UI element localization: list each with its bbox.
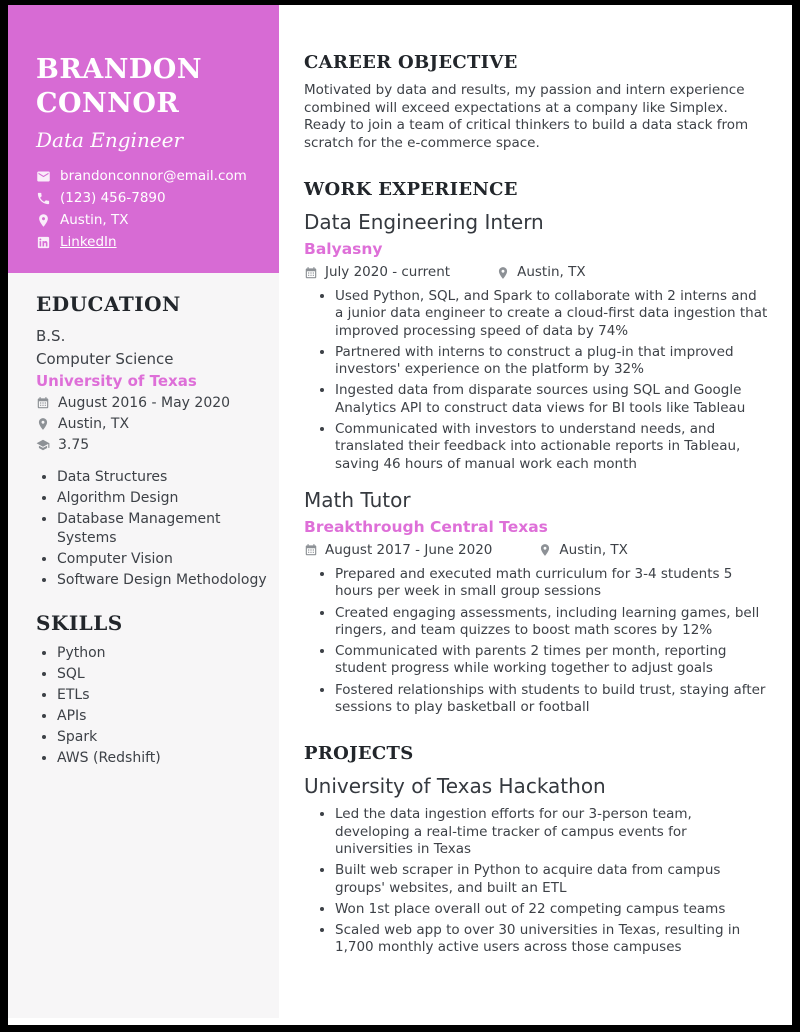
list-item: • Built web scraper in Python to acquire data from campus groups' websites, and built an ETL <box>335 862 768 897</box>
job-title: Data Engineering Intern <box>304 210 544 234</box>
list-item: • Software Design Methodology <box>57 571 267 590</box>
job-meta-row <box>304 263 768 282</box>
list-item: • Database Management Systems <box>57 510 267 547</box>
list-item: • Prepared and executed math curriculum for 3-4 students 5 hours per week in small group sessions <box>335 566 768 601</box>
location-pin-icon <box>36 213 51 228</box>
header-block <box>8 5 279 273</box>
job-company: Balyasny <box>304 240 383 258</box>
project-bullet-list <box>304 806 768 956</box>
job-dates: August 2017 - June 2020 <box>325 541 493 558</box>
career-objective-section <box>304 51 768 152</box>
list-item: • Data Structures <box>57 468 267 487</box>
job-location-group <box>496 263 586 282</box>
linkedin-icon <box>36 235 51 250</box>
linkedin-link[interactable]: LinkedIn <box>60 234 117 250</box>
calendar-icon <box>36 396 50 410</box>
name-line-1: BRANDON <box>36 54 203 85</box>
contact-location-text: Austin, TX <box>60 212 129 228</box>
work-experience-section <box>304 178 768 716</box>
contact-phone <box>36 191 259 206</box>
job-dates: July 2020 - current <box>325 264 451 280</box>
job-entry <box>304 487 768 716</box>
education-dates: August 2016 - May 2020 <box>58 395 231 411</box>
education-dates-row <box>36 393 267 414</box>
skills-section <box>8 592 279 768</box>
candidate-name <box>36 53 259 121</box>
contact-location <box>36 213 259 228</box>
contact-email <box>36 169 259 184</box>
list-item: • Won 1st place overall out of 22 competing campus teams <box>335 901 768 918</box>
name-line-2: CONNOR <box>36 88 180 119</box>
job-location: Austin, TX <box>559 541 628 558</box>
job-bullet-list <box>304 288 768 473</box>
resume-page <box>8 5 792 1025</box>
list-item: • Computer Vision <box>57 550 267 569</box>
list-item: • Created engaging assessments, including learning games, bell ringers, and team quizzes to boost math scores by 12% <box>335 605 768 640</box>
list-item: • ETLs <box>57 686 267 705</box>
education-heading: EDUCATION <box>36 292 181 316</box>
career-objective-text: Motivated by data and results, my passion and intern experience combined will exceed expectations at a company like Simplex. Ready to join a team of critical thinkers to build a data stack from scratch for the e-commerce space. <box>304 82 749 151</box>
skills-list <box>36 644 267 768</box>
project-title: University of Texas Hackathon <box>304 774 606 799</box>
calendar-icon <box>304 266 318 280</box>
projects-heading: PROJECTS <box>304 743 414 765</box>
contact-list <box>36 169 259 250</box>
calendar-icon <box>304 543 318 557</box>
education-location: Austin, TX <box>58 416 130 432</box>
education-school: University of Texas <box>36 372 197 390</box>
skills-heading: SKILLS <box>36 610 123 635</box>
list-item: • Used Python, SQL, and Spark to collaborate with 2 interns and a junior data engineer to create a cloud-first data ingestion that improved processing speed of data by 74% <box>335 288 768 340</box>
list-item: • Partnered with interns to construct a plug-in that improved investors' experience on the platform by 32% <box>335 344 768 379</box>
project-entry <box>304 773 768 956</box>
education-gpa-row <box>36 435 267 456</box>
education-section <box>8 273 279 589</box>
list-item: • Led the data ingestion efforts for our 3-person team, developing a real-time tracker of campus events for universities in Texas <box>335 806 768 858</box>
list-item: • Spark <box>57 728 267 747</box>
job-location-group <box>538 541 628 560</box>
location-pin-icon <box>496 266 510 280</box>
contact-phone-text: (123) 456-7890 <box>60 190 166 206</box>
projects-section <box>304 742 768 956</box>
location-pin-icon <box>538 543 552 557</box>
list-item: • Algorithm Design <box>57 489 267 508</box>
list-item: • Communicated with parents 2 times per month, reporting student progress while working together to adjust goals <box>335 643 768 678</box>
job-entry <box>304 209 768 473</box>
education-gpa: 3.75 <box>58 437 90 453</box>
list-item: • AWS (Redshift) <box>57 749 267 768</box>
candidate-role: Data Engineer <box>36 128 184 152</box>
course-list <box>36 468 267 589</box>
career-objective-heading: CAREER OBJECTIVE <box>304 52 518 73</box>
main-column <box>279 5 792 1018</box>
list-item: • Ingested data from disparate sources using SQL and Google Analytics API to construct data views for BI tools like Tableau <box>335 382 768 417</box>
job-meta-row <box>304 541 768 560</box>
job-title: Math Tutor <box>304 487 411 512</box>
envelope-icon <box>36 169 51 184</box>
education-location-row <box>36 414 267 435</box>
graduation-cap-icon <box>36 438 50 452</box>
contact-linkedin <box>36 235 259 250</box>
sidebar <box>8 5 279 1018</box>
work-experience-heading: WORK EXPERIENCE <box>304 179 518 200</box>
contact-email-text: brandonconnor@email.com <box>60 168 247 184</box>
job-bullet-list <box>304 566 768 716</box>
location-pin-icon <box>36 417 50 431</box>
job-location: Austin, TX <box>517 264 586 280</box>
list-item: • SQL <box>57 665 267 684</box>
list-item: • Communicated with investors to understand needs, and translated their feedback into actionable reports in Tableau, saving 46 hours of manual work each month <box>335 421 768 473</box>
list-item: • APIs <box>57 707 267 726</box>
job-company: Breakthrough Central Texas <box>304 517 548 536</box>
education-degree: B.S. <box>36 327 66 345</box>
education-field: Computer Science <box>36 349 174 368</box>
phone-icon <box>36 191 51 206</box>
list-item: • Fostered relationships with students to build trust, staying after sessions to play basketball or football <box>335 682 768 717</box>
list-item: • Python <box>57 644 267 663</box>
list-item: • Scaled web app to over 30 universities in Texas, resulting in 1,700 monthly active users across those campuses <box>335 922 768 957</box>
